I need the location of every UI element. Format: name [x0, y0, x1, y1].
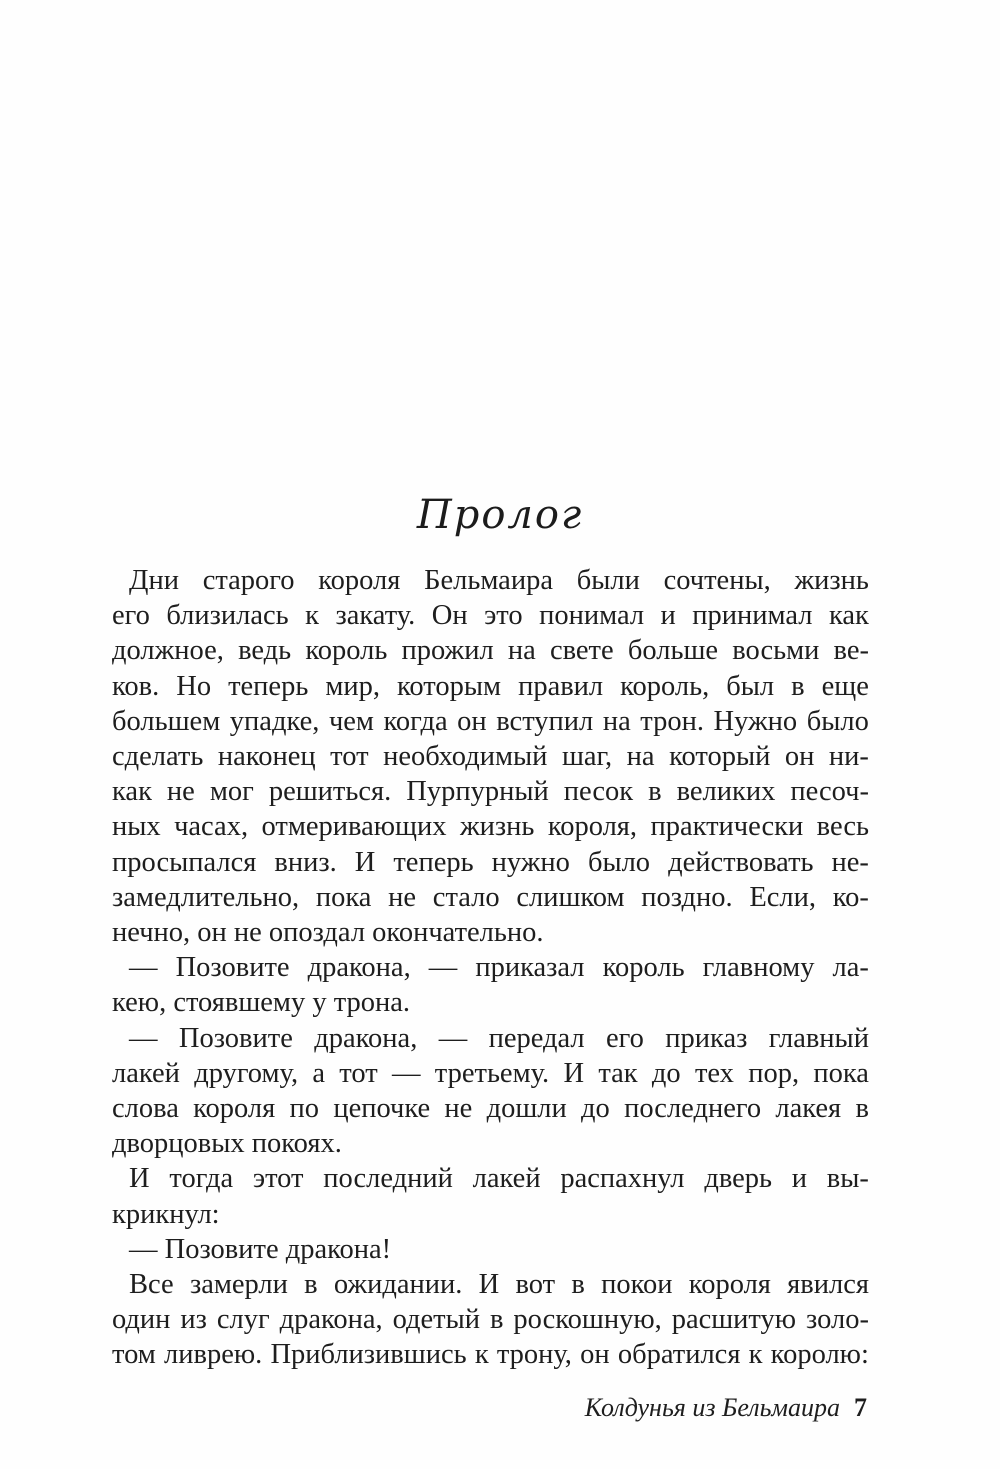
word: в [571, 1269, 585, 1301]
word: тех [694, 1057, 734, 1089]
word: часах, [174, 811, 249, 843]
word: тогда [169, 1163, 234, 1195]
word: в [648, 776, 662, 808]
word: роскошную, [513, 1304, 662, 1336]
word: покои [601, 1269, 673, 1301]
word: и [791, 1163, 808, 1195]
word: вот [515, 1269, 556, 1301]
word: ве- [833, 635, 869, 667]
word: стало [432, 881, 500, 913]
word: он [580, 1339, 610, 1371]
word: И [478, 1269, 500, 1301]
word: весь [816, 811, 869, 843]
word: наконец [217, 741, 316, 773]
line-text: нечно, он не опоздал окончательно. [112, 917, 544, 949]
word: из [180, 1304, 207, 1336]
word: И [354, 846, 376, 878]
word: вы- [826, 1163, 869, 1195]
footer-book-title: Колдунья из Бельмаира [584, 1393, 840, 1422]
word: должное, [112, 635, 224, 667]
word: тот [339, 1057, 378, 1089]
word: короля, [547, 811, 638, 843]
word: мог [209, 776, 254, 808]
word: Если, [749, 881, 817, 913]
word: ла- [832, 952, 869, 984]
word: чем [328, 705, 374, 737]
word: упадке, [229, 705, 320, 737]
word: король, [620, 670, 710, 702]
word: который [669, 741, 771, 773]
word: восьми [732, 635, 820, 667]
word: короля [318, 565, 401, 596]
word: по [289, 1093, 320, 1125]
word: шаг, [561, 741, 613, 773]
word: слишком [516, 881, 625, 913]
word: король [305, 635, 388, 667]
word: короля [193, 1093, 276, 1125]
word: этот [252, 1163, 304, 1195]
word: в [304, 1269, 318, 1301]
word: близилась [166, 600, 289, 632]
word: распахнул [560, 1163, 685, 1195]
word: как [828, 600, 869, 632]
word: это [484, 600, 523, 632]
text-line [112, 880, 869, 915]
word: старого [202, 565, 295, 596]
word: слуг [216, 1304, 270, 1336]
word: до [581, 1093, 610, 1125]
word: он [784, 741, 815, 773]
word: нужно [491, 846, 570, 878]
word: Нужно [713, 705, 798, 737]
word: другому, [194, 1057, 299, 1089]
word: больше [627, 635, 719, 667]
word: король [602, 952, 685, 984]
line-text: крикнул: [112, 1198, 220, 1230]
word: понимал [539, 600, 645, 632]
word: песок [563, 776, 634, 808]
word: замерли [189, 1269, 288, 1301]
word: ведь [238, 635, 292, 667]
text-line [112, 915, 869, 950]
word: Приблизившись [270, 1339, 467, 1371]
text-line [112, 1302, 869, 1337]
word: вступил [496, 705, 594, 737]
word: дракона, [279, 1304, 383, 1336]
word: Он [431, 600, 468, 632]
running-footer [585, 1393, 867, 1423]
word: ливрею. [164, 1339, 263, 1371]
word: главному [702, 952, 815, 984]
word: свете [549, 635, 614, 667]
word: было [806, 705, 869, 737]
text-line [112, 845, 869, 880]
word: пока [813, 1057, 869, 1089]
word: было [587, 846, 651, 878]
word: необходимый [383, 741, 548, 773]
word: лакей [112, 1057, 180, 1089]
word: слова [112, 1093, 179, 1125]
word: лакей [472, 1163, 541, 1195]
word: ко- [832, 881, 869, 913]
word: приказ [665, 1022, 748, 1054]
text-line [112, 1021, 869, 1056]
word: в [791, 670, 805, 702]
word: ни- [828, 741, 869, 773]
word: на [626, 741, 655, 773]
body-text [112, 563, 869, 1373]
word: — [129, 952, 158, 984]
word: — [438, 1022, 468, 1054]
line-text: дворцовых покоях. [112, 1128, 342, 1160]
word: сделать [112, 741, 204, 773]
word: Позовите [178, 1022, 293, 1054]
word: просыпался [112, 846, 257, 878]
word: Дни [129, 565, 179, 596]
word: один [112, 1304, 171, 1336]
word: обратился [617, 1339, 741, 1371]
word: принимал [692, 600, 813, 632]
word: не [388, 881, 417, 913]
word: пор, [748, 1057, 800, 1089]
word: решиться. [268, 776, 392, 808]
word: трону, [496, 1339, 572, 1371]
word: жизнь [794, 565, 869, 596]
word: теперь [393, 846, 474, 878]
word: — [129, 1022, 158, 1054]
word: на [507, 635, 536, 667]
word: еще [821, 670, 869, 702]
word: правил [518, 670, 604, 702]
word: не [166, 776, 195, 808]
word: был [726, 670, 775, 702]
text-line [112, 598, 869, 633]
word: — [392, 1057, 421, 1089]
word: к [305, 600, 319, 632]
word: так [598, 1057, 638, 1089]
word: прожил [401, 635, 494, 667]
word: пока [315, 881, 372, 913]
word: дракона, [314, 1022, 418, 1054]
word: золо- [806, 1304, 869, 1336]
word: а [312, 1057, 326, 1089]
line-text: — Позовите дракона! [129, 1233, 392, 1265]
word: практически [650, 811, 804, 843]
word: явился [787, 1269, 869, 1301]
word: королю: [770, 1339, 869, 1371]
word: цепочке [333, 1093, 431, 1125]
word: ков. [112, 670, 160, 702]
word: теперь [228, 670, 309, 702]
word: не [444, 1093, 473, 1125]
line-text: кею, стоявшему у трона. [112, 987, 411, 1019]
word: на [602, 705, 631, 737]
word: и [660, 600, 676, 632]
word: Но [176, 670, 212, 702]
word: лакея [775, 1093, 842, 1125]
page-number: 7 [854, 1393, 867, 1422]
text-line [112, 1126, 869, 1161]
word: Все [129, 1269, 174, 1301]
word: не- [831, 846, 869, 878]
word: до [651, 1057, 681, 1089]
word: последний [323, 1163, 453, 1195]
word: к [748, 1339, 763, 1371]
text-line [112, 774, 869, 809]
text-line [112, 1197, 869, 1232]
word: трон. [640, 705, 704, 737]
word: И [129, 1163, 150, 1195]
word: когда [383, 705, 448, 737]
word: дошли [486, 1093, 567, 1125]
text-line [112, 1161, 869, 1196]
text-line [112, 669, 869, 704]
word: приказал [475, 952, 585, 984]
text-line [112, 1337, 869, 1372]
word: песоч- [790, 776, 869, 808]
word: том [112, 1339, 156, 1371]
word: сочтены, [663, 565, 771, 596]
text-line [112, 563, 869, 598]
text-line [112, 950, 869, 985]
text-line [112, 739, 869, 774]
word: Позовите [175, 952, 290, 984]
word: великих [676, 776, 776, 808]
word: последнего [624, 1093, 762, 1125]
word: его [606, 1022, 644, 1054]
word: большем [112, 705, 221, 737]
word: Бельмаира [424, 565, 553, 596]
word: жизнь [459, 811, 535, 843]
text-line [112, 985, 869, 1020]
text-line [112, 809, 869, 844]
word: передал [488, 1022, 585, 1054]
text-line [112, 633, 869, 668]
word: к [474, 1339, 489, 1371]
word: главный [768, 1022, 869, 1054]
text-line [112, 1091, 869, 1126]
text-line [112, 704, 869, 739]
word: ных [112, 811, 161, 843]
word: поздно. [641, 881, 733, 913]
word: И [563, 1057, 585, 1089]
word: Пурпурный [406, 776, 549, 808]
word: в [489, 1304, 504, 1336]
word: закату. [335, 600, 416, 632]
word: дверь [704, 1163, 772, 1195]
word: в [855, 1093, 869, 1125]
word: он [457, 705, 487, 737]
text-line [112, 1267, 869, 1302]
word: дракона, [307, 952, 411, 984]
word: отмеривающих [261, 811, 447, 843]
word: тот [330, 741, 369, 773]
word: одетый [392, 1304, 481, 1336]
word: короля [688, 1269, 771, 1301]
text-line [112, 1056, 869, 1091]
word: вниз. [274, 846, 337, 878]
word: третьему. [434, 1057, 550, 1089]
text-line [112, 1232, 869, 1267]
word: действовать [668, 846, 814, 878]
word: были [576, 565, 640, 596]
word: которым [397, 670, 502, 702]
word: его [112, 600, 150, 632]
word: мир, [325, 670, 381, 702]
word: замедлительно, [112, 881, 300, 913]
word: расшитую [671, 1304, 797, 1336]
chapter-title: Пролог [416, 492, 584, 538]
word: как [112, 776, 152, 808]
word: — [428, 952, 458, 984]
word: ожидании. [333, 1269, 463, 1301]
